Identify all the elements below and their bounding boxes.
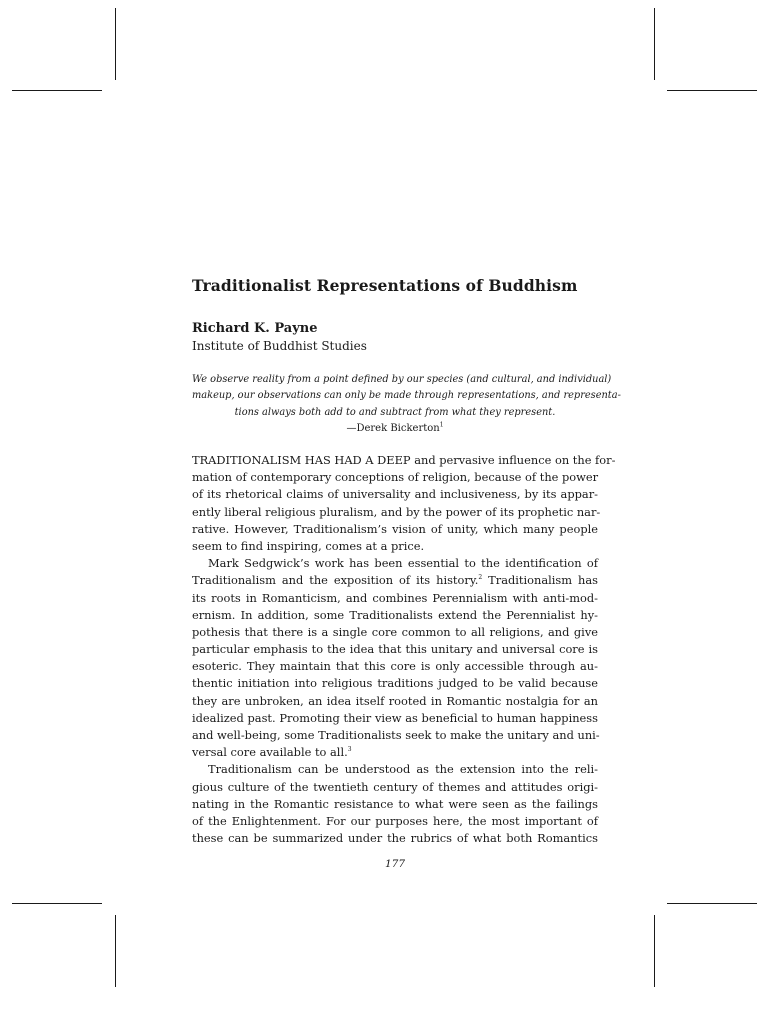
epigraph-line: We observe reality from a point defined by our species (and cultural, and individual) — [192, 374, 612, 385]
body-text — [192, 452, 616, 847]
article-title: Traditionalist Representations of Buddhism — [192, 276, 578, 295]
crop-mark-bottom-right-vertical — [654, 915, 655, 987]
text-line: Mark Sedgwick’s work has been essential to the identification of — [208, 556, 598, 571]
text-line: ently liberal religious pluralism, and by the power of its prophetic nar- — [192, 504, 601, 519]
text-line: particular emphasis to the idea that this unitary and universal core is — [192, 642, 598, 657]
text-line: mation of contemporary conceptions of religion, because of the power — [192, 470, 599, 485]
text-line: gious culture of the twentieth century of themes and attitudes origi- — [192, 779, 598, 794]
epigraph-attribution-text: —Derek Bickerton — [346, 422, 440, 434]
footnote-ref: 3 — [347, 746, 352, 754]
crop-mark-bottom-right-horizontal — [667, 903, 757, 904]
article-page — [192, 276, 621, 870]
crop-mark-top-right-vertical — [654, 8, 655, 80]
text-line — [192, 744, 598, 761]
crop-mark-top-right-horizontal — [667, 90, 757, 91]
text-segment: Traditionalism has — [482, 573, 598, 588]
epigraph-line: tions always both add to and subtract from what they represent. — [234, 406, 556, 418]
author-name: Richard K. Payne — [192, 321, 318, 336]
text-line: thentic initiation into religious traditions judged to be valid because — [192, 676, 598, 691]
footnote-ref: 2 — [478, 574, 483, 582]
page-number: 177 — [384, 858, 406, 870]
text-line: seem to find inspiring, comes at a price. — [192, 538, 425, 553]
text-line: of its rhetorical claims of universality and inclusiveness, by its appar- — [192, 487, 598, 502]
text-line: and well-being, some Traditionalists seek to make the unitary and uni- — [192, 728, 600, 742]
text-line: its roots in Romanticism, and combines Perennialism with anti-mod- — [192, 590, 598, 605]
footnote-ref: 1 — [439, 421, 444, 429]
text-segment: Traditionalism and the exposition of its history. — [192, 573, 479, 588]
author-affiliation: Institute of Buddhist Studies — [192, 339, 367, 353]
epigraph-attribution — [192, 421, 598, 437]
text-line: TRADITIONALISM HAS HAD A DEEP and pervasive influence on the for- — [192, 453, 616, 467]
text-line: pothesis that there is a single core common to all religions, and give — [192, 624, 598, 639]
text-line: ernism. In addition, some Traditionalists extend the Perennialist hy- — [192, 607, 598, 622]
text-line — [192, 572, 598, 589]
text-line: of the Enlightenment. For our purposes here, the most important of — [192, 813, 598, 828]
epigraph — [192, 372, 621, 437]
epigraph-line: makeup, our observations can only be made through representations, and representa- — [192, 390, 621, 402]
crop-mark-bottom-left-horizontal — [12, 903, 102, 904]
text-line: nating in the Romantic resistance to what were seen as the failings — [192, 796, 598, 811]
text-line: they are unbroken, an idea itself rooted in Romantic nostalgia for an — [192, 693, 598, 708]
crop-mark-bottom-left-vertical — [115, 915, 116, 987]
text-line: idealized past. Promoting their view as beneficial to human happiness — [192, 710, 598, 725]
text-segment: versal core available to all. — [192, 745, 348, 760]
text-line: esoteric. They maintain that this core is only accessible through au- — [192, 659, 598, 674]
text-line: Traditionalism can be understood as the extension into the reli- — [208, 762, 598, 777]
crop-mark-top-left-vertical — [115, 8, 116, 80]
crop-mark-top-left-horizontal — [12, 90, 102, 91]
text-line: these can be summarized under the rubrics of what both Romantics — [192, 831, 598, 846]
text-line: rative. However, Traditionalism’s vision of unity, which many people — [192, 521, 598, 536]
